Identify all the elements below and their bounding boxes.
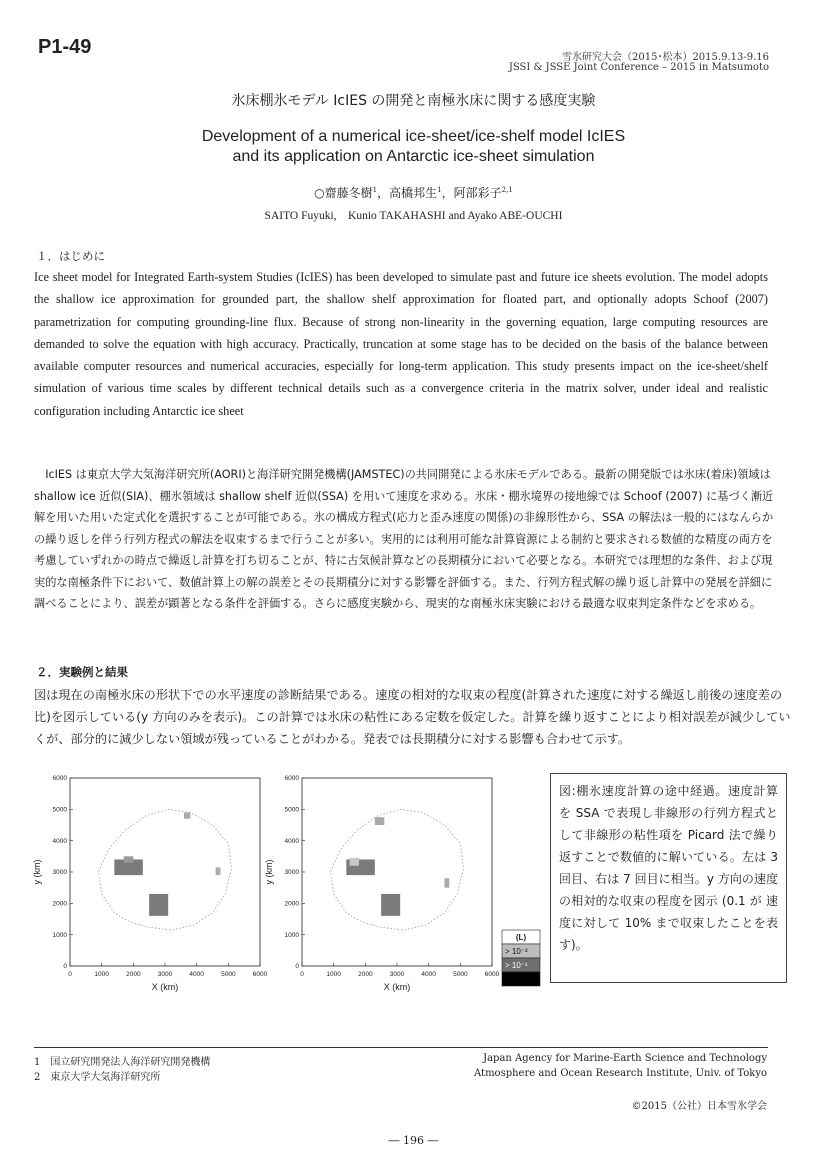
y-tick-label: 6000 <box>284 775 299 783</box>
x-tick-label: 6000 <box>252 971 268 978</box>
y-tick-label: 3000 <box>284 869 299 877</box>
x-tick-label: 1000 <box>94 971 109 978</box>
heatmap-panel-right <box>264 775 500 992</box>
intro-ja: IcIES は東京大学大気海洋研究所(AORI)と海洋研究開発機構(JAMSTEC)の共同開発による氷床モデルである。最新の開発版では氷床(着床)領域は shallow ice 近似(SIA)、棚氷領域は shallow shelf 近似(SSA) を用いて速度を求める。氷床・棚氷境界の接地線では Schoof (2007) に基づく漸近解を用いた用いた定式化を選択することが可能である。氷の構成方程式(応力と歪み速度の関係)の非線形性から、SSA の解法は一般的にはなんらかの繰り返しを伴う行列方程式の解法を収束するまで行うことが多い。実用的には利用可能な計算資源による制約と要求される数値的な精度の両方を考慮していずれかの時点で繰返し計算を打ち切ることが、特に古気候計算などの長期積分において必要となる。本研究では理想的な条件、および現実的な南極条件下において、数値計算上の解の誤差とその長期積分に対する影響を評価する。また、行列方程式解の繰り返し計算中の発展を詳細に調べることにより、誤差が顕著となる条件を評価する。さらに感度実験から、現実的な南極氷床実験における最適な収束判定条件などを求める。 <box>34 468 774 610</box>
x-tick-label: 3000 <box>157 971 173 978</box>
x-tick-label: 3000 <box>389 971 405 978</box>
footnote-1-en: Japan Agency for Marine-Earth Science and Technology <box>483 1053 767 1064</box>
author-1-name: 齋藤冬樹 <box>324 186 373 200</box>
plot-frame <box>70 778 260 966</box>
copyright: ©2015（公社）日本雪氷学会 <box>631 1101 767 1112</box>
x-tick-label: 4000 <box>189 971 204 978</box>
heatmap-panel-left <box>32 775 268 992</box>
x-axis-label: X (km) <box>383 982 411 992</box>
y-tick-label: 5000 <box>284 806 299 814</box>
convergence-patch <box>184 812 190 818</box>
plot-frame <box>302 778 492 966</box>
x-tick-label: 2000 <box>126 971 141 978</box>
y-tick-label: 4000 <box>52 837 67 845</box>
y-tick-label: 0 <box>295 963 299 971</box>
author-1-affil: 1 <box>372 186 378 194</box>
y-tick-label: 6000 <box>52 775 67 783</box>
author-2-name: 高橋邦生 <box>389 186 438 200</box>
y-axis-label: y (km) <box>32 859 42 885</box>
conference-name-en: JSSI & JSSE Joint Conference – 2015 in Matsumoto <box>508 62 769 73</box>
legend-title: (L) <box>515 933 527 942</box>
y-tick-label: 5000 <box>52 806 67 814</box>
convergence-patch <box>216 867 221 875</box>
convergence-patch <box>375 817 385 825</box>
figure-caption: 図:棚氷速度計算の途中経過。速度計算を SSA で表現し非線形の行列方程式として非線形の粘性項を Picard 法で繰り返すことで数値的に解いている。左は 3 回目、右は 7 回目に相当。y 方向の速度の相対的な収束の程度を図示 (0.1 が 速度に対して 10% まで収束したことを表す)。 <box>550 773 787 983</box>
section-heading-results: ２．実験例と結果 <box>36 665 128 679</box>
authors-ja <box>0 184 827 201</box>
x-tick-label: 5000 <box>453 971 468 978</box>
presenter-mark: ○ <box>314 186 325 200</box>
footnote-1-ja: 1 国立研究開発法人海洋研究開発機構 <box>34 1057 211 1068</box>
y-tick-label: 4000 <box>284 837 299 845</box>
title-ja: 氷床棚氷モデル IcIES の開発と南極氷床に関する感度実験 <box>231 93 596 109</box>
y-tick-label: 3000 <box>52 869 67 877</box>
convergence-patch <box>381 894 400 916</box>
legend-label: > 10⁻² <box>505 947 528 956</box>
abstract-en: Ice sheet model for Integrated Earth-system Studies (IcIES) has been developed to simulate past and future ice sheets evolution. The model adopts the shallow ice approximation for grounded part, the shallow shelf approximation for floated part, and optionally adopts Schoof (2007) parametrization for computing grounding-line flux. Because of strong non-linearity in the governing equation, large computing resources are demanded to solve the equation with high accuracy. Practically, truncation at some stage has to be decided on the basis of the balance between available computer resources and numerical accuracies, especially for long-term application. This study presents impact on the ice-sheet/shelf simulation of various time scales by different technical details such as a convergence criteria in the matrix solver, under ideal and realistic configuration including Antarctic ice sheet <box>34 270 768 418</box>
x-tick-label: 0 <box>300 971 304 978</box>
x-tick-label: 4000 <box>421 971 436 978</box>
convergence-patch <box>124 856 134 862</box>
x-tick-label: 5000 <box>221 971 236 978</box>
x-tick-label: 0 <box>68 971 72 978</box>
legend-label: > 10⁻¹ <box>505 961 528 970</box>
poster-id: P1-49 <box>38 36 92 58</box>
author-3-name: 阿部彩子 <box>453 186 502 200</box>
results-ja: 図は現在の南極氷床の形状下での水平速度の診断結果である。速度の相対的な収束の程度(計算された速度に対する繰返し前後の速度差の比)を図示している(y 方向のみを表示)。この計算では氷床の粘性にある定数を仮定した。計算を繰り返すことにより相対誤差が減少していくが、部分的に減少しない領域が残っていることがわかる。発表では長期積分に対する影響も合わせて示す。 <box>34 688 791 746</box>
x-tick-label: 2000 <box>358 971 373 978</box>
conference-name-ja: 雪氷研究大会（2015･松本）2015.9.13-9.16 <box>562 52 769 63</box>
figure-antarctica-convergence <box>30 770 550 1000</box>
y-tick-label: 2000 <box>52 900 67 908</box>
author-3-affil: 2,1 <box>501 186 513 194</box>
author-sep: ， <box>441 186 454 200</box>
title-en-line1: Development of a numerical ice-sheet/ice-shelf model IcIES <box>201 128 626 145</box>
footnote-2-ja: 2 東京大学大気海洋研究所 <box>34 1072 161 1083</box>
y-axis-label: y (km) <box>264 859 274 885</box>
y-tick-label: 1000 <box>284 931 299 939</box>
y-tick-label: 2000 <box>284 900 299 908</box>
x-tick-label: 1000 <box>326 971 341 978</box>
convergence-patch <box>149 894 168 916</box>
section-heading-intro: １．はじめに <box>36 249 105 263</box>
title-en-line2: and its application on Antarctic ice-sheet simulation <box>232 148 595 165</box>
convergence-patch <box>445 878 450 887</box>
footnote-2-en: Atmosphere and Ocean Research Institute, Univ. of Tokyo <box>474 1068 767 1079</box>
author-sep: ， <box>377 186 390 200</box>
legend <box>502 930 540 986</box>
y-tick-label: 0 <box>63 963 67 971</box>
footnote-divider <box>34 1047 768 1048</box>
author-2-affil: 1 <box>437 186 442 194</box>
x-axis-label: X (km) <box>151 982 179 992</box>
convergence-patch <box>350 858 360 866</box>
legend-swatch <box>502 972 540 986</box>
y-tick-label: 1000 <box>52 931 67 939</box>
x-tick-label: 6000 <box>484 971 500 978</box>
page-number: ― 196 ― <box>388 1134 439 1147</box>
authors-en: SAITO Fuyuki, Kunio TAKAHASHI and Ayako ABE-OUCHI <box>264 210 563 222</box>
